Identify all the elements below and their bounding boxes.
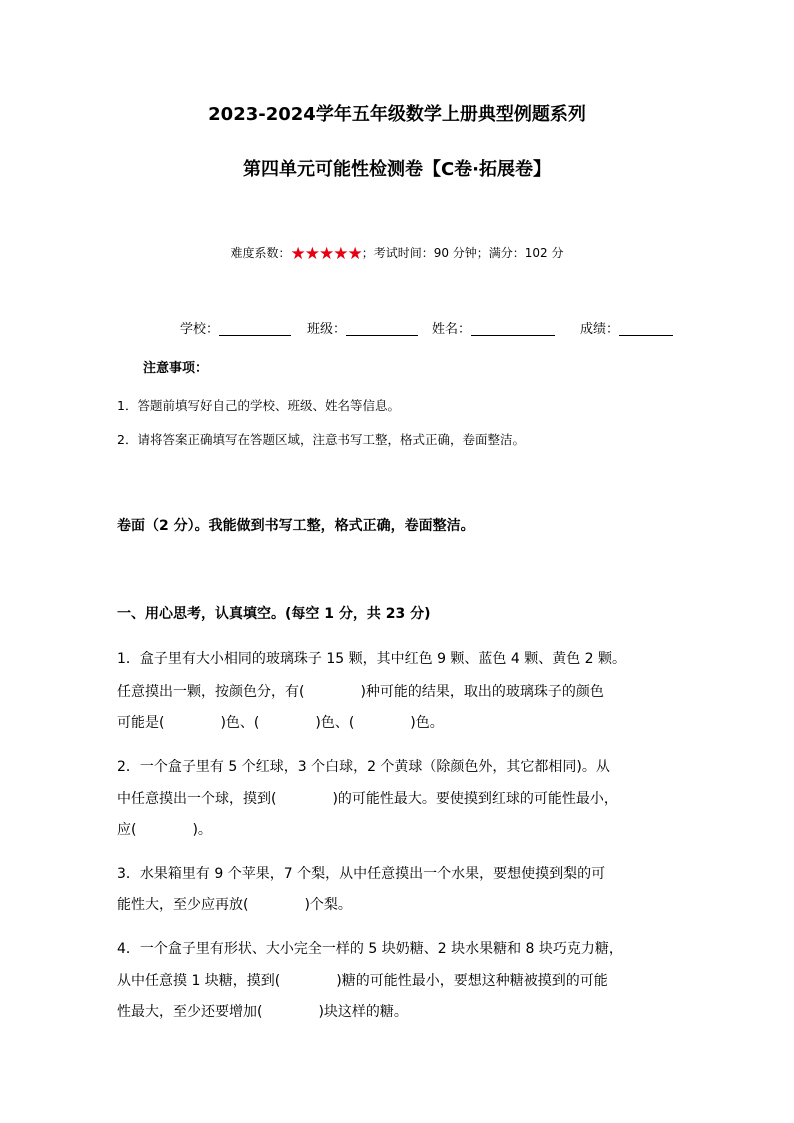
question-line: 从中任意摸 1 块糖，摸到( )糖的可能性最小，要想这种糖被摸到的可能: [117, 973, 608, 989]
score-label: 成绩：: [580, 322, 620, 337]
notes-heading: 注意事项：: [143, 361, 209, 376]
name-field[interactable]: [432, 318, 555, 337]
exam-time-score: ；考试时间：90 分钟；满分：102 分: [361, 246, 564, 260]
question-line: 中任意摸出一个球，摸到( )的可能性最大。要使摸到红球的可能性最小，: [117, 791, 618, 807]
exam-meta: [0, 244, 794, 264]
question-line: 任意摸出一颗，按颜色分，有( )种可能的结果，取出的玻璃珠子的颜色: [117, 684, 604, 700]
name-label: 姓名：: [432, 322, 472, 337]
question-line: 应( )。: [117, 822, 212, 838]
class-field[interactable]: [307, 318, 418, 337]
school-label: 学校：: [180, 322, 220, 337]
page-subtitle: 第四单元可能性检测卷【C卷·拓展卷】: [242, 159, 552, 180]
score-field[interactable]: [580, 318, 673, 337]
note-item: 2．请将答案正确填写在答题区域，注意书写工整，格式正确，卷面整洁。: [117, 432, 525, 447]
school-blank[interactable]: [219, 322, 291, 336]
question-line: 可能是( )色、( )色、( )色。: [117, 715, 444, 731]
class-label: 班级：: [307, 322, 347, 337]
question-line: 1．盒子里有大小相同的玻璃珠子 15 颗，其中红色 9 颗、蓝色 4 颗、黄色 2 颗。: [117, 651, 627, 667]
class-blank[interactable]: [346, 322, 418, 336]
score-blank[interactable]: [619, 322, 673, 336]
neatness-instruction: 卷面（2 分）。我能做到书写工整，格式正确，卷面整洁。: [117, 518, 475, 534]
question-line: 2．一个盒子里有 5 个红球，3 个白球，2 个黄球（除颜色外，其它都相同)。从: [117, 759, 610, 775]
school-field[interactable]: [180, 318, 291, 337]
name-blank[interactable]: [471, 322, 555, 336]
question-line: 4．一个盒子里有形状、大小完全一样的 5 块奶糖、2 块水果糖和 8 块巧克力糖，: [117, 941, 623, 957]
question-line: 能性大，至少应再放( )个梨。: [117, 897, 352, 913]
page-title: 2023-2024学年五年级数学上册典型例题系列: [208, 104, 586, 125]
question-line: 3．水果箱里有 9 个苹果，7 个梨，从中任意摸出一个水果，要想使摸到梨的可: [117, 866, 606, 882]
section-title: 一、用心思考，认真填空。(每空 1 分，共 23 分): [117, 606, 431, 622]
difficulty-stars-icon: ★★★★★: [290, 244, 362, 264]
note-item: 1．答题前填写好自己的学校、班级、姓名等信息。: [117, 398, 400, 413]
difficulty-label: 难度系数：: [230, 246, 291, 260]
question-line: 性最大，至少还要增加( )块这样的糖。: [117, 1004, 408, 1020]
